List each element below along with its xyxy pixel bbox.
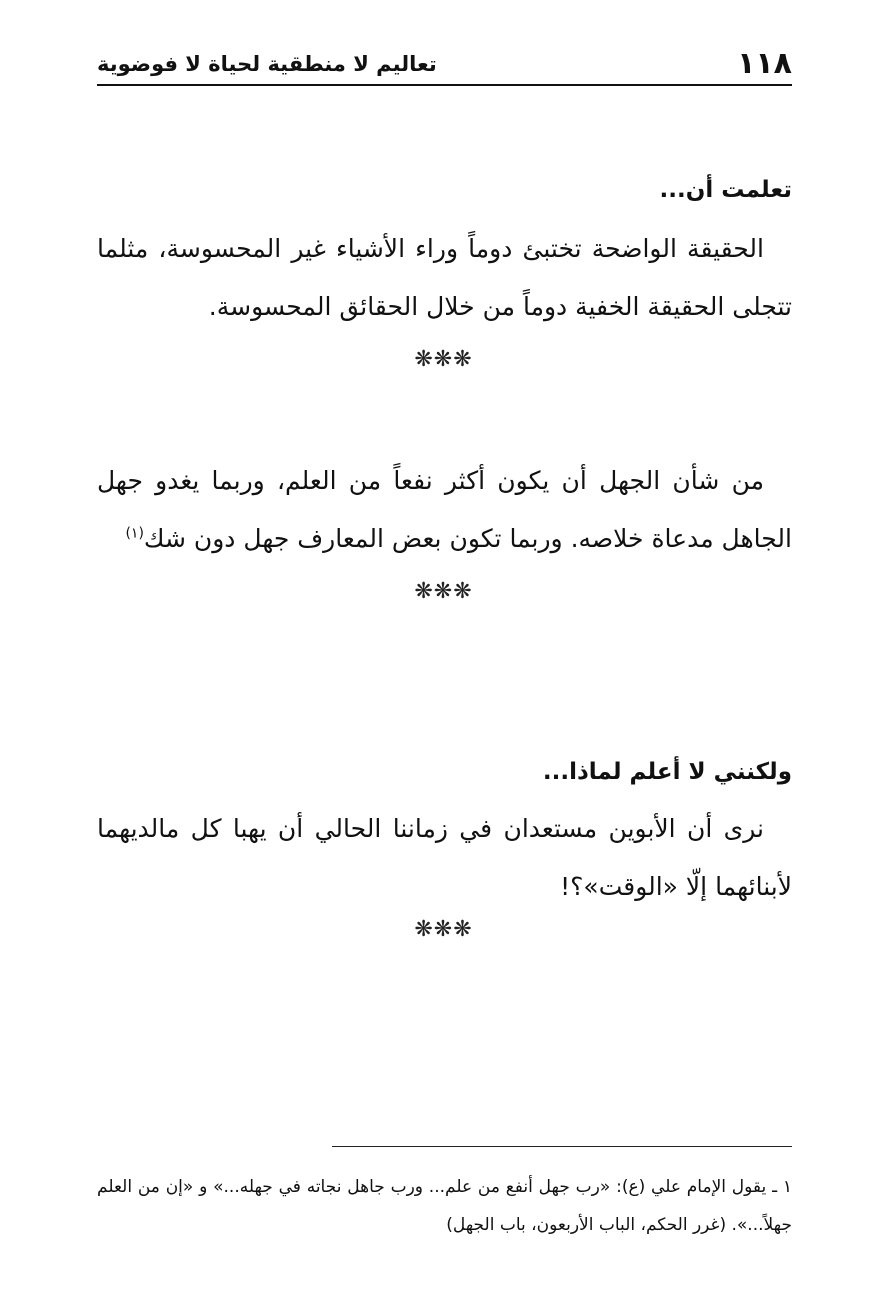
footnote-separator (332, 1146, 792, 1147)
footnote: ١ ـ يقول الإمام علي (ع): «رب جهل أنفع من علم... ورب جاهل نجاته في جهله...» و «إن من العلم جهلاً...». (غرر الحكم، الباب الأربعون، باب الجهل) (97, 1177, 792, 1235)
section-heading: تعلمت أن... (659, 177, 792, 203)
paragraph-text: الحقيقة الواضحة تختبئ دوماً وراء الأشياء غير المحسوسة، مثلما تتجلى الحقيقة الخفية دوماً من خلال الحقائق المحسوسة. (97, 234, 792, 321)
section-divider: ❋❋❋ (414, 579, 473, 604)
section-paragraph (97, 220, 792, 336)
section-ignorance (97, 452, 792, 568)
running-header (97, 40, 792, 86)
section-learned-that (97, 170, 792, 336)
section-paragraph (97, 800, 792, 916)
section-dont-know-why (97, 752, 792, 916)
page-number: ١١٨ (737, 46, 792, 81)
paragraph-text: من شأن الجهل أن يكون أكثر نفعاً من العلم، وربما يغدو جهل الجاهل مدعاة خلاصه. وربما تكون بعض المعارف جهل دون شك (97, 466, 792, 553)
section-divider: ❋❋❋ (414, 347, 473, 372)
paragraph-text: نرى أن الأبوين مستعدان في زماننا الحالي أن يهبا كل مالديهما لأبنائهما إلّا «الوقت»؟! (97, 814, 792, 901)
book-title: تعاليم لا منطقية لحياة لا فوضوية (97, 52, 437, 76)
section-heading: ولكنني لا أعلم لماذا... (542, 759, 792, 785)
section-divider: ❋❋❋ (414, 917, 473, 942)
section-paragraph (97, 452, 792, 568)
footnote-reference[interactable]: (١) (125, 525, 144, 542)
